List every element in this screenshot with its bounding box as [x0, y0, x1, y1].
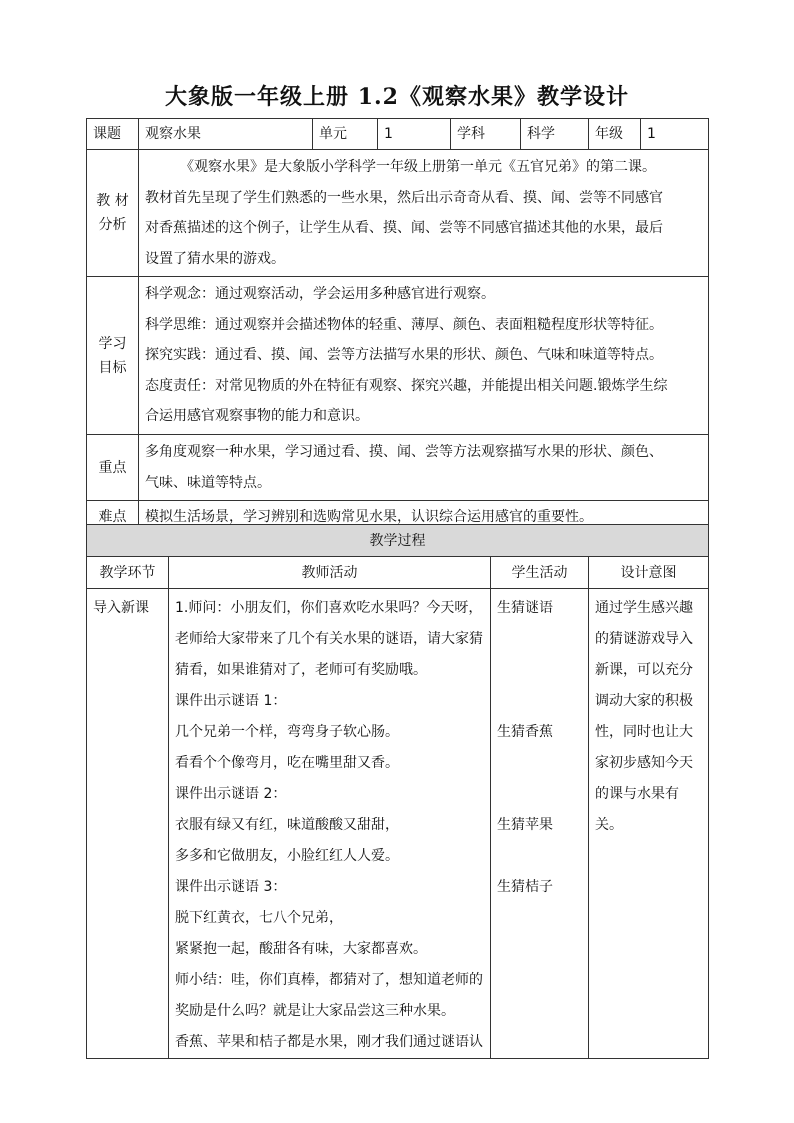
unit-value: 1 [378, 119, 451, 150]
key-content: 多角度观察一种水果，学习通过看、摸、闻、尝等方法观察描写水果的形状、颜色、 气味、味道等特点。 [139, 435, 709, 501]
page-title: 大象版一年级上册 1.2《观察水果》教学设计 [165, 84, 629, 110]
difficulty-label: 难点 [87, 501, 139, 533]
process-table [86, 524, 709, 1059]
topic-value: 观察水果 [139, 119, 313, 150]
teacher-activity: 1.师问：小朋友们，你们喜欢吃水果吗？今天呀， 老师给大家带来了几个有关水果的谜语，请大家猜 猜看，如果谁猜对了，老师可有奖励哦。 课件出示谜语 1： 几个兄弟一个样，弯弯身子软心肠。 看看个个像弯月，吃在嘴里甜又香。 课件出示谜语 2： 衣服有绿又有红，味道酸酸又甜甜， 多多和它做朋友，小脸红红人人爱。 课件出示谜语 3： 脱下红黄衣，七八个兄弟， 紧紧抱一起，酸甜各有味，大家都喜欢。 师小结：哇，你们真棒，都猜对了，想知道老师的 奖励是什么吗？就是让大家品尝这三种水果。 香蕉、苹果和桔子都是水果，刚才我们通过谜语认 [169, 589, 491, 1059]
subject-label: 学科 [451, 119, 521, 150]
student-activity: 生猜谜语 生猜香蕉 生猜苹果 生猜桔子 [491, 589, 589, 1059]
goals-content: 科学观念：通过观察活动，学会运用多种感官进行观察。 科学思维：通过观察并会描述物体的轻重、薄厚、颜色、表面粗糙程度形状等特征。 探究实践：通过看、摸、闻、尝等方法描写水果的形状、颜色、气味和味道等特点。 态度责任：对常见物质的外在特征有观察、探究兴趣，并能提出相关问题.锻炼学生综 合运用感官观察事物的能力和意识。 [139, 277, 709, 435]
process-title: 教学过程 [87, 525, 709, 557]
process-header-row [87, 557, 709, 589]
key-row [87, 435, 709, 501]
subject-value: 科学 [521, 119, 589, 150]
stage-cell: 导入新课 [87, 589, 169, 1059]
difficulty-content: 模拟生活场景，学习辨别和选购常见水果，认识综合运用感官的重要性。 [139, 501, 709, 533]
lesson-info-table [86, 118, 709, 533]
header-stage: 教学环节 [87, 557, 169, 589]
design-intent: 通过学生感兴趣 的猜谜游戏导入 新课，可以充分 调动大家的积极 性，同时也让大 家初步感知今天 的课与水果有关。 [589, 589, 709, 1059]
topic-label: 课题 [87, 119, 139, 150]
analysis-label: 教 材 分析 [87, 150, 139, 277]
grade-label: 年级 [589, 119, 641, 150]
header-student: 学生活动 [491, 557, 589, 589]
analysis-content: 《观察水果》是大象版小学科学一年级上册第一单元《五官兄弟》的第二课。 教材首先呈现了学生们熟悉的一些水果，然后出示奇奇从看、摸、闻、尝等不同感官 对香蕉描述的这个例子，让学生从看、摸、闻、尝等不同感官描述其他的水果，最后 设置了猜水果的游戏。 [139, 150, 709, 277]
key-label: 重点 [87, 435, 139, 501]
analysis-row [87, 150, 709, 277]
info-row [87, 119, 709, 150]
goals-row [87, 277, 709, 435]
goals-label: 学习 目标 [87, 277, 139, 435]
process-title-row [87, 525, 709, 557]
grade-value: 1 [641, 119, 709, 150]
header-intent: 设计意图 [589, 557, 709, 589]
process-row [87, 589, 709, 1059]
unit-label: 单元 [313, 119, 378, 150]
header-teacher: 教师活动 [169, 557, 491, 589]
